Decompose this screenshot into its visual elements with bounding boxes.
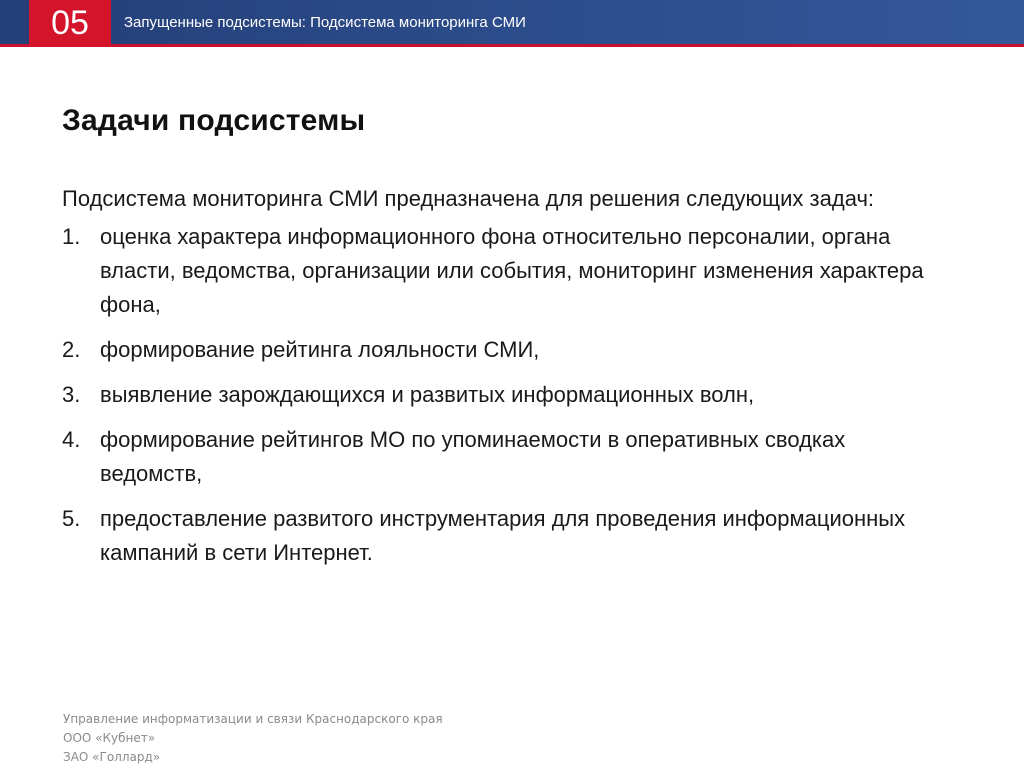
task-item	[62, 502, 952, 570]
footer	[63, 710, 443, 767]
task-item	[62, 333, 952, 367]
task-text: предоставление развитого инструментария для проведения информационных кампаний в сети Интернет.	[100, 506, 906, 565]
task-number: 5.	[62, 506, 81, 531]
task-number: 4.	[62, 427, 81, 452]
task-text: формирование рейтинга лояльности СМИ,	[100, 337, 540, 362]
task-number: 2.	[62, 337, 81, 362]
task-text: выявление зарождающихся и развитых информационных волн,	[100, 382, 755, 407]
task-item	[62, 423, 952, 491]
footer-line-organization: Управление информатизации и связи Краснодарского края	[63, 712, 443, 726]
task-item	[62, 378, 952, 412]
task-number: 3.	[62, 382, 81, 407]
slide-number-badge: 05	[29, 0, 111, 47]
page-title: Задачи подсистемы	[62, 104, 366, 137]
task-number: 1.	[62, 224, 81, 249]
content-body	[62, 182, 952, 581]
header-title: Запущенные подсистемы: Подсистема мониторинга СМИ	[124, 14, 526, 31]
task-item	[62, 220, 952, 322]
task-list	[62, 220, 952, 570]
footer-line-gollard: ЗАО «Голлард»	[63, 750, 161, 764]
task-text: формирование рейтингов МО по упоминаемости в оперативных сводках ведомств,	[100, 427, 846, 486]
footer-line-kubnet: ООО «Кубнет»	[63, 731, 156, 745]
task-text: оценка характера информационного фона относительно персоналии, органа власти, ведомства, организации или события, мониторинг изменения характера фона,	[100, 224, 924, 317]
intro-paragraph: Подсистема мониторинга СМИ предназначена для решения следующих задач:	[62, 186, 875, 211]
